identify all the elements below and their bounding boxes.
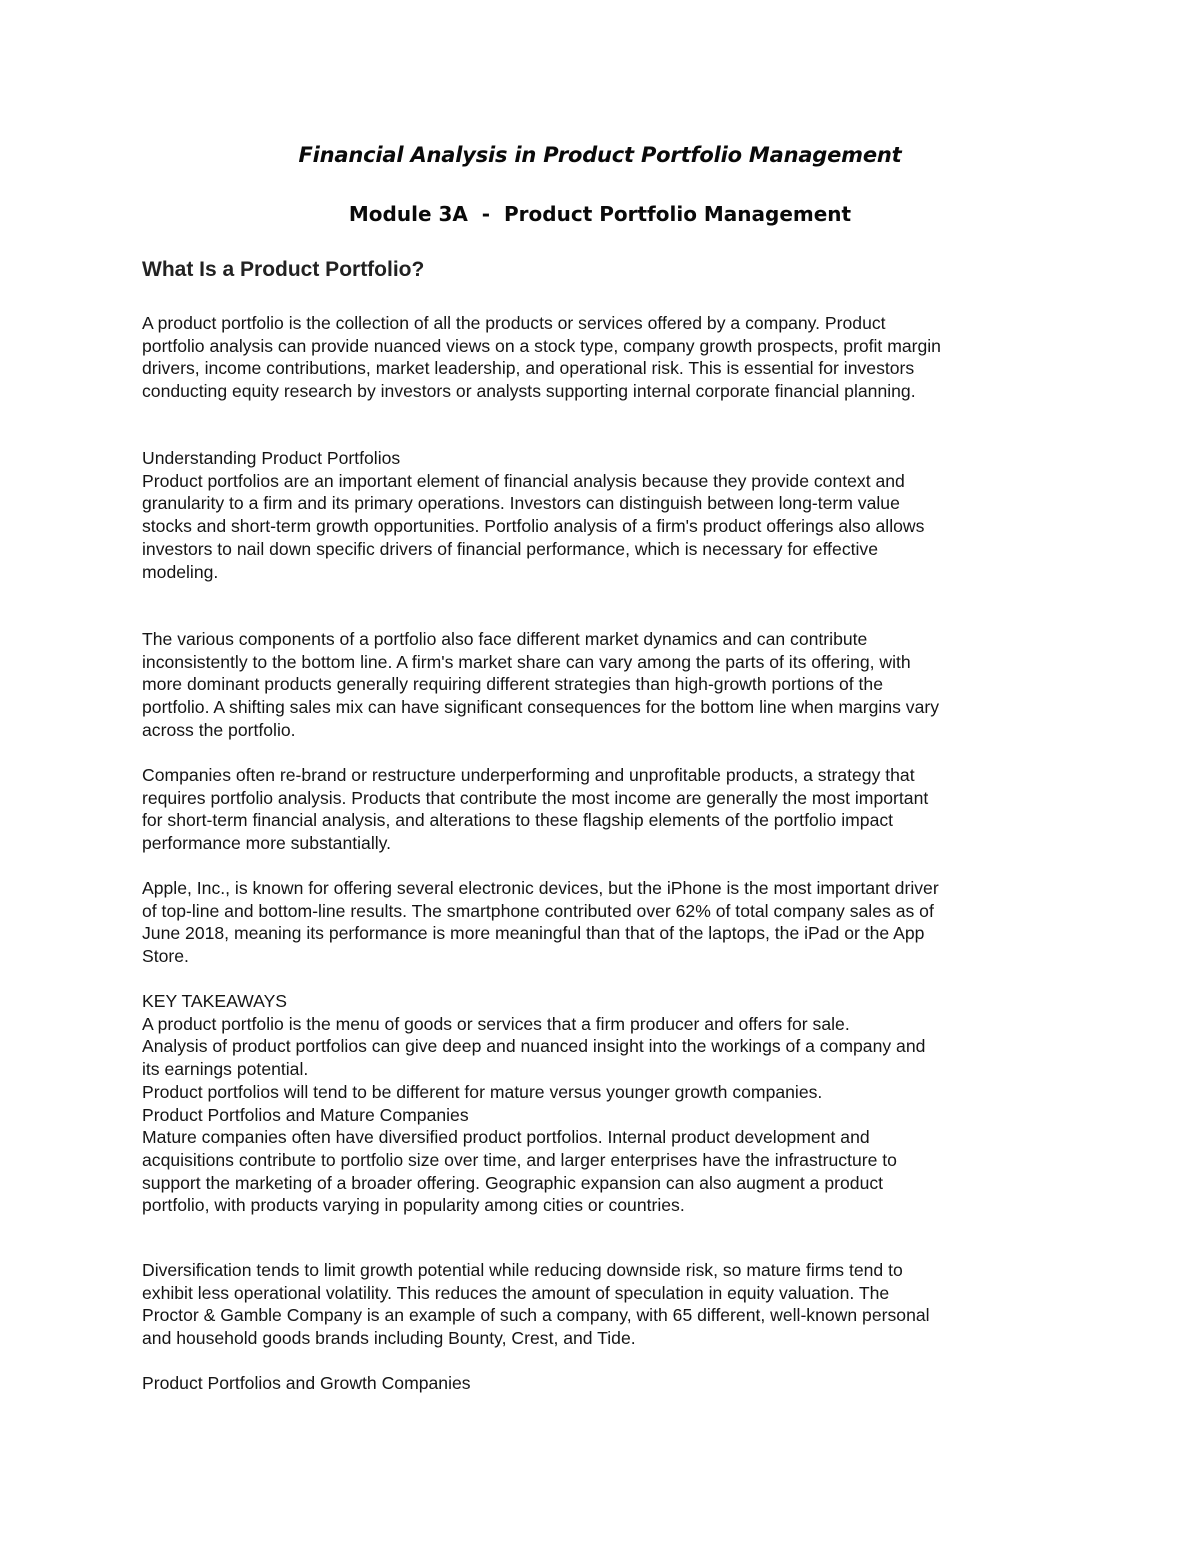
text-line: Proctor & Gamble Company is an example of such a company, with 65 different, well-known personal [142,1305,930,1326]
paragraph-understanding [142,447,1062,583]
text-line: modeling. [142,561,219,582]
text-line: inconsistently to the bottom line. A firm's market share can vary among the parts of its offering, with [142,651,911,672]
document-title: Financial Analysis in Product Portfolio Management [298,143,902,167]
text-line: Mature companies often have diversified product portfolios. Internal product development and [142,1127,870,1148]
text-line: A product portfolio is the collection of all the products or services offered by a company. Product [142,313,886,333]
text-line: more dominant products generally requiring different strategies than high-growth portions of the [142,674,883,695]
text-line: across the portfolio. [142,719,296,740]
paragraph-rebrand [142,764,1062,855]
section-heading-what-is: What Is a Product Portfolio? [142,258,425,281]
paragraph-intro [142,312,1062,403]
text-line: Companies often re-brand or restructure underperforming and unprofitable products, a strategy that [142,765,915,785]
text-line: granularity to a firm and its primary operations. Investors can distinguish between long-term value [142,493,900,514]
paragraph-growth [142,1372,1062,1395]
takeaway-item: Product portfolios will tend to be different for mature versus younger growth companies. [142,1081,823,1102]
text-line: stocks and short-term growth opportunities. Portfolio analysis of a firm's product offerings also allows [142,516,925,537]
takeaway-item: A product portfolio is the menu of goods or services that a firm producer and offers for sale. [142,1013,850,1034]
text-line: The various components of a portfolio also face different market dynamics and can contribute [142,629,868,649]
paragraph-key-takeaways [142,990,1062,1217]
takeaways-heading: KEY TAKEAWAYS [142,991,288,1011]
text-line: portfolio, with products varying in popularity among cities or countries. [142,1195,685,1216]
takeaway-item: its earnings potential. [142,1059,309,1080]
text-line: portfolio. A shifting sales mix can have significant consequences for the bottom line when margins vary [142,697,940,718]
text-line: support the marketing of a broader offering. Geographic expansion can also augment a product [142,1172,884,1193]
text-line: portfolio analysis can provide nuanced views on a stock type, company growth prospects, profit margin [142,335,941,356]
text-line: Diversification tends to limit growth potential while reducing downside risk, so mature firms tend to [142,1260,903,1280]
text-line: investors to nail down specific drivers of financial performance, which is necessary for effective [142,538,879,559]
text-line: performance more substantially. [142,833,392,854]
section-subheading: Understanding Product Portfolios [142,448,401,468]
text-line: of top-line and bottom-line results. The smartphone contributed over 62% of total company sales as of [142,900,934,921]
text-line: drivers, income contributions, market leadership, and operational risk. This is essential for investors [142,358,915,379]
paragraph-diversification [142,1259,1062,1350]
text-line: conducting equity research by investors or analysts supporting internal corporate financial planning. [142,381,916,402]
text-line: for short-term financial analysis, and alterations to these flagship elements of the portfolio impact [142,810,894,831]
section-subheading: Product Portfolios and Growth Companies [142,1373,471,1393]
text-line: requires portfolio analysis. Products that contribute the most income are generally the most important [142,787,929,808]
takeaway-item: Analysis of product portfolios can give deep and nuanced insight into the workings of a company and [142,1036,926,1057]
section-subheading: Product Portfolios and Mature Companies [142,1104,469,1125]
text-line: Product portfolios are an important element of financial analysis because they provide context and [142,470,905,491]
module-subtitle: Module 3A - Product Portfolio Management [348,202,852,226]
text-line: Apple, Inc., is known for offering several electronic devices, but the iPhone is the most important driver [142,878,939,898]
paragraph-apple [142,877,1062,968]
text-line: Store. [142,946,189,967]
text-line: acquisitions contribute to portfolio size over time, and larger enterprises have the infrastructure to [142,1149,897,1170]
paragraph-components [142,628,1062,742]
text-line: June 2018, meaning its performance is more meaningful than that of the laptops, the iPad or the App [142,923,925,944]
text-line: and household goods brands including Bounty, Crest, and Tide. [142,1328,636,1349]
text-line: exhibit less operational volatility. This reduces the amount of speculation in equity valuation. The [142,1282,890,1303]
